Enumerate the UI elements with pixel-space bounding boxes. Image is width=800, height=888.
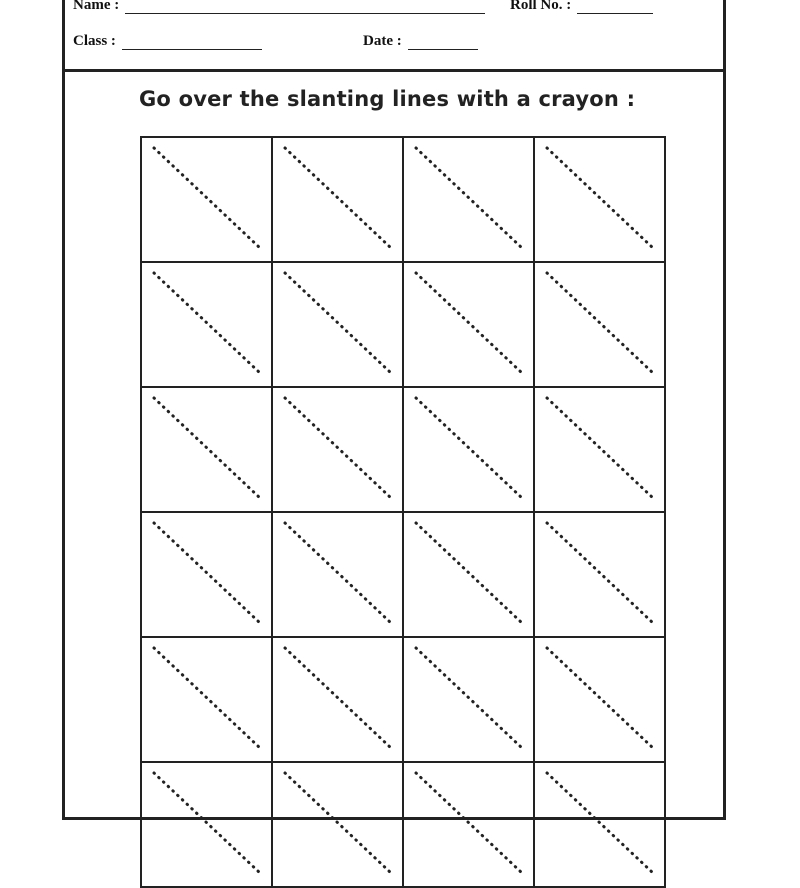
dotted-slanting-line[interactable] [285,773,391,873]
grid-cell [404,763,535,888]
dotted-slanting-line[interactable] [285,273,391,373]
grid-cell [142,763,273,888]
grid-cell [404,388,535,513]
dotted-slanting-line[interactable] [416,648,522,748]
dotted-slanting-line[interactable] [416,523,522,623]
grid-cell [142,263,273,388]
dotted-slanting-line[interactable] [416,398,522,498]
dotted-slanting-line[interactable] [285,523,391,623]
worksheet-header [65,0,723,72]
class-label: Class : [73,33,116,49]
tracing-line-graphic [535,138,666,263]
dotted-slanting-line[interactable] [154,398,260,498]
dotted-slanting-line[interactable] [547,148,653,248]
tracing-line-graphic [404,513,535,638]
grid-cell [273,388,404,513]
dotted-slanting-line[interactable] [416,148,522,248]
date-blank[interactable] [408,35,478,50]
tracing-grid-area [140,136,664,816]
dotted-slanting-line[interactable] [547,773,653,873]
dotted-slanting-line[interactable] [154,148,260,248]
name-label: Name : [73,0,120,13]
grid-cell [535,763,666,888]
dotted-slanting-line[interactable] [154,273,260,373]
grid-cell [404,638,535,763]
name-field [73,0,485,14]
grid-cell [535,638,666,763]
grid-cell [142,638,273,763]
grid-cell [273,138,404,263]
grid-cell [535,138,666,263]
tracing-line-graphic [404,138,535,263]
tracing-line-graphic [404,263,535,388]
class-blank[interactable] [122,35,262,50]
dotted-slanting-line[interactable] [547,273,653,373]
grid-cell [404,263,535,388]
dotted-slanting-line[interactable] [154,523,260,623]
dotted-slanting-line[interactable] [285,398,391,498]
tracing-line-graphic [142,388,273,513]
tracing-line-graphic [142,513,273,638]
grid-cell [273,638,404,763]
tracing-line-graphic [535,513,666,638]
tracing-line-graphic [535,638,666,763]
rollno-blank[interactable] [577,0,653,14]
dotted-slanting-line[interactable] [416,773,522,873]
tracing-line-graphic [142,638,273,763]
dotted-slanting-line[interactable] [285,148,391,248]
tracing-line-graphic [273,138,404,263]
dotted-slanting-line[interactable] [416,273,522,373]
instruction-title: Go over the slanting lines with a crayon : [139,87,636,111]
name-blank[interactable] [125,0,485,14]
tracing-line-graphic [273,263,404,388]
class-field [73,33,262,50]
tracing-line-graphic [142,263,273,388]
grid-cell [273,263,404,388]
dotted-slanting-line[interactable] [154,648,260,748]
grid-cell [404,513,535,638]
tracing-grid [140,136,666,888]
tracing-line-graphic [273,638,404,763]
dotted-slanting-line[interactable] [154,773,260,873]
grid-cell [535,388,666,513]
grid-cell [142,513,273,638]
dotted-slanting-line[interactable] [547,648,653,748]
dotted-slanting-line[interactable] [547,523,653,623]
rollno-field [510,0,653,14]
tracing-line-graphic [404,638,535,763]
grid-cell [142,138,273,263]
grid-cell [142,388,273,513]
tracing-line-graphic [535,263,666,388]
grid-cell [404,138,535,263]
dotted-slanting-line[interactable] [285,648,391,748]
grid-cell [535,513,666,638]
date-field [363,33,478,50]
grid-cell [273,763,404,888]
tracing-line-graphic [273,388,404,513]
date-label: Date : [363,33,402,49]
tracing-line-graphic [404,763,535,888]
tracing-line-graphic [535,388,666,513]
grid-cell [273,513,404,638]
tracing-line-graphic [142,138,273,263]
tracing-line-graphic [535,763,666,888]
tracing-line-graphic [273,763,404,888]
tracing-line-graphic [142,763,273,888]
dotted-slanting-line[interactable] [547,398,653,498]
grid-cell [535,263,666,388]
tracing-line-graphic [404,388,535,513]
tracing-line-graphic [273,513,404,638]
rollno-label: Roll No. : [510,0,572,13]
